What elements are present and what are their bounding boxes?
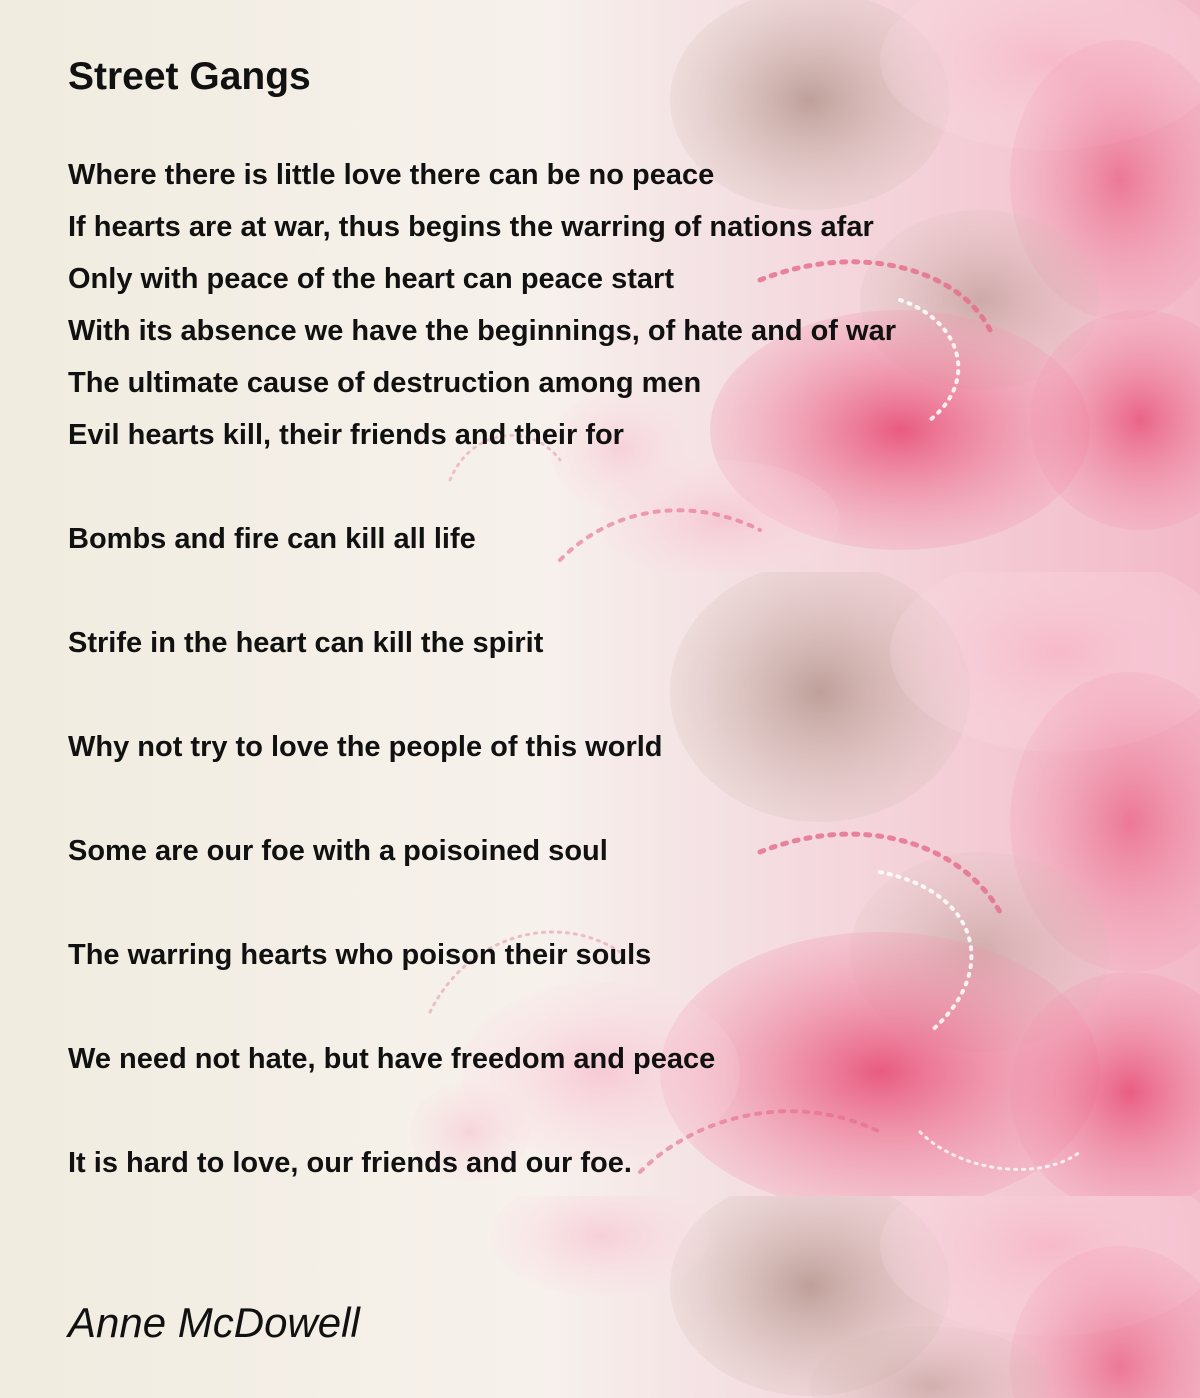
poem-line: Where there is little love there can be no peace bbox=[68, 159, 715, 191]
poem-line: Bombs and fire can kill all life bbox=[68, 523, 476, 555]
poem-line: The warring hearts who poison their souls bbox=[68, 939, 652, 971]
poem-author: Anne McDowell bbox=[68, 1299, 360, 1346]
poem-line: Why not try to love the people of this world bbox=[68, 731, 663, 763]
poem-line: The ultimate cause of destruction among men bbox=[68, 367, 702, 399]
poem-line: Evil hearts kill, their friends and their for bbox=[68, 419, 624, 451]
poem-line: We need not hate, but have freedom and peace bbox=[68, 1043, 716, 1075]
poem-line: With its absence we have the beginnings, of hate and of war bbox=[68, 315, 896, 347]
poem-line: Some are our foe with a poisoined soul bbox=[68, 835, 608, 867]
poem-line: Only with peace of the heart can peace start bbox=[68, 263, 674, 295]
poem-title: Street Gangs bbox=[68, 55, 311, 98]
poem-line: Strife in the heart can kill the spirit bbox=[68, 627, 544, 659]
poem-line: It is hard to love, our friends and our foe. bbox=[68, 1147, 632, 1179]
poem-line: If hearts are at war, thus begins the warring of nations afar bbox=[68, 211, 874, 243]
